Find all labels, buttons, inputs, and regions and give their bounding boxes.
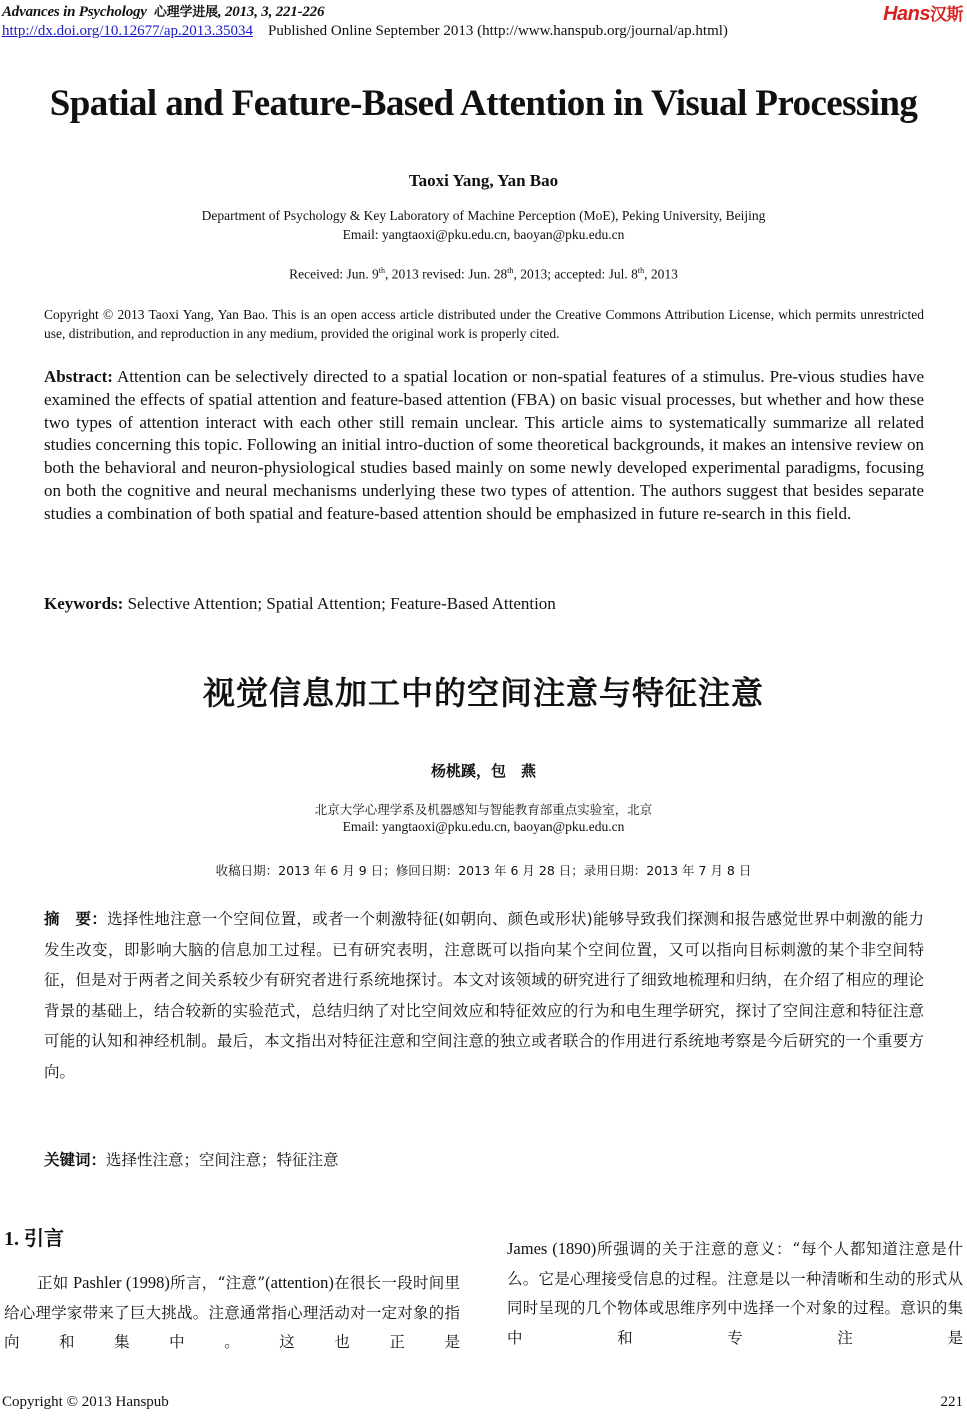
abstract xyxy=(44,366,924,526)
citation-james: James (1890) xyxy=(507,1239,597,1258)
journal-citation xyxy=(2,1,324,21)
affiliation: Department of Psychology & Key Laboratory of Machine Perception (MoE), Peking University, Beijing xyxy=(201,208,766,223)
abstract-text: Attention can be selectively directed to a spatial location or non-spatial features of a stimulus. Pre-vious studies have examined the effects of spatial attention and feature-based attention (FBA) on basic visual processes, but whether and how these two types of attention interact with each other still remain unclear. This article aims to systematically summarize all related studies concerning this topic. Following an initial intro-duction of some theoretical backgrounds, it makes an intensive review on both the behavioral and neuron-physiological studies based mainly on some newly developed experimental paradigms, focusing on both the cognitive and neural mechanisms underlying these two types of attention. The authors suggest that besides separate studies a combination of both spatial and feature-based attention should be emphasized in future re-search in this field. xyxy=(44,367,924,523)
publisher-logo xyxy=(883,0,963,26)
page-number: 221 xyxy=(940,1394,963,1410)
abstract-text-cn: 选择性地注意一个空间位置，或者一个刺激特征(如朝向、颜色或形状)能够导致我们探测和报告感觉世界中刺激的能力发生改变，即影响大脑的信息加工过程。已有研究表明，注意既可以指向某个空间位置，又可以指向目标刺激的某个非空间特征，但是对于两者之间关系较少有研究者进行系统地探讨。本文对该领域的研究进行了细致地梳理和归纳，在介绍了相应的理论背景的基础上，结合较新的实验范式，总结归纳了对比空间效应和特征效应的行为和电生理学研究，探讨了空间注意和特征注意可能的认知和神经机制。最后，本文指出对特征注意和空间注意的独立或者联合的作用进行系统地考察是今后研究的一个重要方向。 xyxy=(44,910,924,1081)
body-text: 所强调的关于注意的意义：“每个人都知道注意是什么。它是心理接受信息的过程。注意是以一种清晰和生动的形式从同时呈现的几个物体或思维序列中选择一个对象的过程。意识的集中和专注是 xyxy=(507,1240,963,1347)
authors-cn: 杨桃蹊，包 燕 xyxy=(430,762,536,780)
keywords xyxy=(44,594,924,614)
citation-pashler: Pashler (1998) xyxy=(68,1273,170,1292)
dates-cn: 收稿日期：2013 年 6 月 9 日；修回日期：2013 年 6 月 28 日；录用日期：2013 年 7 月 8 日 xyxy=(215,863,752,878)
affiliation-cn: 北京大学心理学系及机器感知与智能教育部重点实验室，北京 xyxy=(314,802,653,817)
revised-sup: th xyxy=(507,266,514,275)
body-column-right xyxy=(507,1234,963,1353)
published-info: Published Online September 2013 (http://www.hanspub.org/journal/ap.html) xyxy=(267,23,728,39)
received-date: Received: Jun. 9 xyxy=(289,266,379,282)
journal-volume: , 2013, 3, 221-226 xyxy=(217,4,325,20)
copyright-notice: Copyright © 2013 Taoxi Yang, Yan Bao. This is an open access article distributed under the Creative Commons Attribution License, which permits unrestricted use, distribution, and reproduction in any medium, provided the original work is properly cited. xyxy=(44,307,924,341)
keywords-text-cn: 选择性注意；空间注意；特征注意 xyxy=(106,1151,339,1169)
doi-line xyxy=(2,23,728,40)
abstract-cn xyxy=(44,904,924,1087)
keywords-cn xyxy=(44,1148,339,1170)
logo-text: Hans xyxy=(883,3,930,25)
body-column-left xyxy=(4,1268,460,1358)
journal-name: Advances in Psychology xyxy=(2,4,147,20)
email: Email: yangtaoxi@pku.edu.cn, baoyan@pku.edu.cn xyxy=(342,227,625,242)
keywords-text: Selective Attention; Spatial Attention; Feature-Based Attention xyxy=(123,594,556,613)
accepted-sup: th xyxy=(637,266,645,275)
received-dates xyxy=(0,266,967,283)
keywords-label-cn: 关键词： xyxy=(44,1151,107,1169)
abstract-label: Abstract: xyxy=(44,367,113,386)
body-text: 正如 xyxy=(37,1274,69,1292)
section-title: 引言 xyxy=(24,1226,64,1250)
accepted-date: , 2013; accepted: Jul. 8 xyxy=(513,266,638,282)
revised-date: , 2013 revised: Jun. 28 xyxy=(384,266,508,282)
paper-title: Spatial and Feature-Based Attention in Visual Processing xyxy=(49,83,918,124)
section-heading xyxy=(4,1222,64,1251)
body-text: 所言，“注意” xyxy=(169,1274,266,1292)
body-text: 在很长一段时间里给心理学家带来了巨大挑战。注意通常指心理活动对一定对象的指向和集中。这也正是 xyxy=(4,1274,460,1351)
keywords-label: Keywords: xyxy=(44,594,124,613)
abstract-label-cn: 摘 要： xyxy=(44,910,108,928)
email-cn: Email: yangtaoxi@pku.edu.cn, baoyan@pku.edu.cn xyxy=(342,819,625,834)
accepted-year: , 2013 xyxy=(644,266,678,282)
received-sup: th xyxy=(378,266,385,275)
footer-copyright: Copyright © 2013 Hanspub xyxy=(2,1394,169,1410)
journal-name-cn: 心理学进展 xyxy=(153,5,218,20)
section-number: 1. xyxy=(4,1228,24,1250)
logo-text-cn: 汉斯 xyxy=(930,5,963,25)
authors: Taoxi Yang, Yan Bao xyxy=(408,171,559,190)
paper-title-cn: 视觉信息加工中的空间注意与特征注意 xyxy=(202,674,764,712)
doi-link[interactable]: http://dx.doi.org/10.12677/ap.2013.35034 xyxy=(2,23,253,39)
body-term: (attention) xyxy=(265,1273,334,1292)
